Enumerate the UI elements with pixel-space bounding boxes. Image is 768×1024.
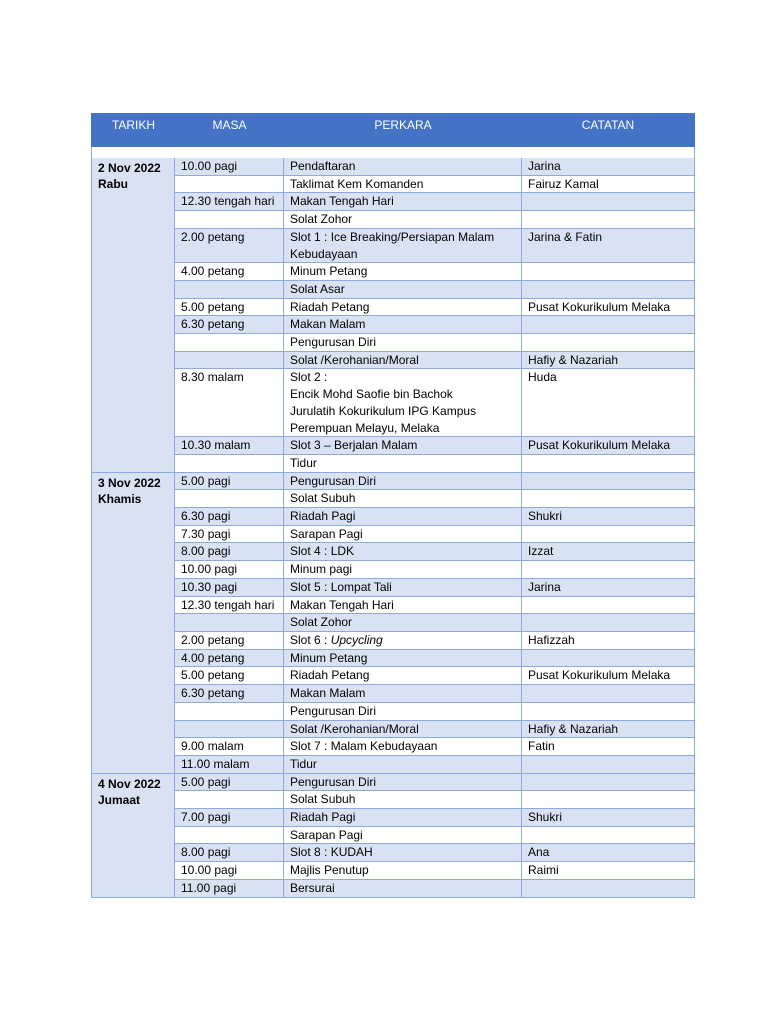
header-tarikh: TARIKH xyxy=(111,118,156,132)
table-row xyxy=(175,774,694,791)
table-row xyxy=(175,720,694,738)
cell-perkara: Slot 7 : Malam Kebudayaan xyxy=(284,738,522,755)
cell-perkara: Minum Petang xyxy=(284,263,522,280)
cell-masa: 4.00 petang xyxy=(175,650,284,667)
table-row xyxy=(175,649,694,667)
cell-masa xyxy=(175,455,284,472)
table-row xyxy=(175,351,694,369)
cell-catatan xyxy=(522,685,694,702)
table-header xyxy=(91,113,695,147)
table-row xyxy=(175,631,694,649)
table-row xyxy=(175,737,694,755)
day-group xyxy=(91,774,695,898)
table-row xyxy=(175,473,694,490)
cell-masa: 8.00 pagi xyxy=(175,844,284,861)
cell-perkara: Slot 2 : Encik Mohd Saofie bin Bachok Jurulatih Kokurikulum IPG Kampus Perempuan Melayu, Melaka xyxy=(284,369,522,436)
cell-perkara: Pengurusan Diri xyxy=(284,334,522,351)
cell-perkara: Solat /Kerohanian/Moral xyxy=(284,352,522,369)
cell-masa: 7.30 pagi xyxy=(175,526,284,543)
cell-perkara: Majlis Penutup xyxy=(284,862,522,879)
cell-masa: 10.00 pagi xyxy=(175,561,284,578)
cell-perkara: Sarapan Pagi xyxy=(284,827,522,844)
cell-catatan xyxy=(522,473,694,490)
table-row xyxy=(175,684,694,702)
cell-perkara: Solat Zohor xyxy=(284,614,522,631)
cell-perkara: Solat Zohor xyxy=(284,211,522,228)
table-row xyxy=(175,368,694,436)
cell-catatan xyxy=(522,263,694,280)
cell-catatan xyxy=(522,455,694,472)
cell-catatan: Ana xyxy=(528,845,550,860)
table-row xyxy=(175,192,694,210)
table-row xyxy=(175,578,694,596)
table-row xyxy=(175,333,694,351)
cell-masa: 8.00 pagi xyxy=(175,543,284,560)
day-group xyxy=(91,158,695,473)
cell-masa: 10.00 pagi xyxy=(175,862,284,879)
cell-catatan xyxy=(522,561,694,578)
day-name: Rabu xyxy=(98,177,128,191)
table-body xyxy=(91,158,695,898)
header-spacer xyxy=(91,147,695,158)
cell-perkara: Riadah Petang xyxy=(284,667,522,684)
day-date-cell xyxy=(92,774,175,897)
cell-masa: 6.30 petang xyxy=(175,316,284,333)
cell-catatan: Pusat Kokurikulum Melaka xyxy=(528,668,671,683)
table-row xyxy=(175,525,694,543)
cell-masa: 12.30 tengah hari xyxy=(175,193,284,210)
table-row xyxy=(175,861,694,879)
day-rows xyxy=(175,473,694,773)
table-row xyxy=(175,489,694,507)
day-date-cell xyxy=(92,158,175,472)
cell-masa xyxy=(175,827,284,844)
cell-catatan: Jarina xyxy=(528,579,561,594)
cell-masa xyxy=(175,352,284,369)
header-perkara: PERKARA xyxy=(374,118,432,132)
cell-perkara: Slot 8 : KUDAH xyxy=(284,844,522,861)
cell-catatan xyxy=(522,526,694,543)
cell-perkara: Taklimat Kem Komanden xyxy=(284,176,522,193)
cell-perkara: Solat Subuh xyxy=(284,791,522,808)
cell-masa: 4.00 petang xyxy=(175,263,284,280)
day-group xyxy=(91,473,695,774)
cell-perkara: Pengurusan Diri xyxy=(284,774,522,791)
day-rows xyxy=(175,774,694,897)
table-row xyxy=(175,210,694,228)
cell-catatan: Shukri xyxy=(528,810,563,825)
table-row xyxy=(175,262,694,280)
cell-perkara: Riadah Pagi xyxy=(284,809,522,826)
cell-catatan: Pusat Kokurikulum Melaka xyxy=(528,299,671,314)
day-date: 3 Nov 2022 xyxy=(98,475,161,490)
cell-masa: 10.30 pagi xyxy=(175,579,284,596)
cell-catatan xyxy=(522,193,694,210)
cell-catatan xyxy=(522,756,694,773)
cell-masa: 10.00 pagi xyxy=(175,158,284,175)
table-row xyxy=(175,542,694,560)
cell-catatan: Raimi xyxy=(528,863,559,878)
table-row xyxy=(175,843,694,861)
cell-masa: 5.00 petang xyxy=(175,667,284,684)
cell-perkara: Makan Tengah Hari xyxy=(284,193,522,210)
cell-masa: 5.00 pagi xyxy=(175,774,284,791)
day-rows xyxy=(175,158,694,472)
cell-catatan xyxy=(522,334,694,351)
cell-masa: 8.30 malam xyxy=(175,369,284,436)
cell-perkara: Minum pagi xyxy=(284,561,522,578)
cell-perkara: Makan Malam xyxy=(284,316,522,333)
table-row xyxy=(175,560,694,578)
cell-perkara: Slot 6 : Upcycling xyxy=(284,632,522,649)
cell-masa: 2.00 petang xyxy=(175,229,284,262)
cell-masa xyxy=(175,614,284,631)
cell-perkara: Riadah Petang xyxy=(284,299,522,316)
cell-masa: 11.00 malam xyxy=(175,756,284,773)
cell-perkara: Minum Petang xyxy=(284,650,522,667)
day-date: 2 Nov 2022 xyxy=(98,161,161,175)
cell-masa xyxy=(175,490,284,507)
table-row xyxy=(175,808,694,826)
table-row xyxy=(175,158,694,175)
table-row xyxy=(175,826,694,844)
cell-catatan: Jarina & Fatin xyxy=(528,229,603,244)
cell-perkara: Slot 1 : Ice Breaking/Persiapan Malam Kebudayaan xyxy=(284,229,522,262)
cell-perkara: Solat Subuh xyxy=(284,490,522,507)
cell-masa xyxy=(175,791,284,808)
cell-masa: 6.30 pagi xyxy=(175,508,284,525)
cell-catatan xyxy=(522,774,694,791)
cell-catatan xyxy=(522,791,694,808)
table-row xyxy=(175,790,694,808)
cell-perkara: Tidur xyxy=(284,455,522,472)
day-name: Jumaat xyxy=(98,792,141,807)
cell-catatan: Jarina xyxy=(528,159,561,173)
cell-masa xyxy=(175,334,284,351)
table-row xyxy=(175,228,694,262)
cell-catatan: Izzat xyxy=(528,544,554,559)
cell-masa: 9.00 malam xyxy=(175,738,284,755)
cell-catatan: Hafiy & Nazariah xyxy=(528,352,619,367)
table-row xyxy=(175,436,694,454)
cell-perkara: Bersurai xyxy=(284,880,522,897)
cell-perkara: Pendaftaran xyxy=(284,158,522,175)
day-date: 4 Nov 2022 xyxy=(98,776,161,791)
cell-catatan xyxy=(522,490,694,507)
cell-catatan: Huda xyxy=(528,370,557,385)
cell-masa xyxy=(175,211,284,228)
day-name: Khamis xyxy=(98,491,142,506)
cell-masa xyxy=(175,703,284,720)
cell-catatan: Hafizzah xyxy=(528,632,575,647)
cell-masa: 7.00 pagi xyxy=(175,809,284,826)
cell-perkara: Tidur xyxy=(284,756,522,773)
header-masa: MASA xyxy=(212,118,247,132)
cell-masa: 5.00 petang xyxy=(175,299,284,316)
cell-catatan: Fairuz Kamal xyxy=(528,176,599,191)
table-row xyxy=(175,755,694,773)
table-row xyxy=(175,298,694,316)
table-row xyxy=(175,702,694,720)
cell-perkara: Solat /Kerohanian/Moral xyxy=(284,721,522,738)
table-row xyxy=(175,666,694,684)
table-row xyxy=(175,613,694,631)
cell-perkara: Pengurusan Diri xyxy=(284,703,522,720)
table-row xyxy=(175,175,694,193)
cell-catatan xyxy=(522,614,694,631)
cell-catatan xyxy=(522,281,694,298)
cell-masa: 11.00 pagi xyxy=(175,880,284,897)
cell-catatan: Hafiy & Nazariah xyxy=(528,721,619,736)
cell-perkara: Sarapan Pagi xyxy=(284,526,522,543)
cell-catatan xyxy=(522,316,694,333)
table-row xyxy=(175,280,694,298)
cell-masa xyxy=(175,176,284,193)
cell-masa: 6.30 petang xyxy=(175,685,284,702)
schedule-table xyxy=(91,113,695,898)
header-catatan: CATATAN xyxy=(581,118,635,132)
cell-masa xyxy=(175,281,284,298)
cell-catatan: Fatin xyxy=(528,739,555,754)
cell-perkara: Solat Asar xyxy=(284,281,522,298)
cell-perkara: Slot 4 : LDK xyxy=(284,543,522,560)
cell-catatan xyxy=(522,880,694,897)
table-row xyxy=(175,454,694,472)
cell-catatan xyxy=(522,597,694,614)
italic-term: Upcycling xyxy=(330,632,383,647)
cell-catatan xyxy=(522,703,694,720)
cell-masa: 2.00 petang xyxy=(175,632,284,649)
cell-catatan xyxy=(522,827,694,844)
cell-perkara: Makan Malam xyxy=(284,685,522,702)
cell-catatan xyxy=(522,211,694,228)
cell-masa: 12.30 tengah hari xyxy=(175,597,284,614)
table-row xyxy=(175,596,694,614)
day-date-cell xyxy=(92,473,175,773)
cell-catatan xyxy=(522,650,694,667)
cell-masa: 10.30 malam xyxy=(175,437,284,454)
table-row xyxy=(175,879,694,897)
table-row xyxy=(175,315,694,333)
cell-masa xyxy=(175,721,284,738)
cell-catatan: Shukri xyxy=(528,509,563,524)
cell-perkara: Pengurusan Diri xyxy=(284,473,522,490)
cell-catatan: Pusat Kokurikulum Melaka xyxy=(528,438,671,453)
cell-perkara: Riadah Pagi xyxy=(284,508,522,525)
cell-masa: 5.00 pagi xyxy=(175,473,284,490)
cell-perkara: Slot 5 : Lompat Tali xyxy=(284,579,522,596)
cell-perkara: Makan Tengah Hari xyxy=(284,597,522,614)
table-row xyxy=(175,507,694,525)
cell-perkara: Slot 3 – Berjalan Malam xyxy=(284,437,522,454)
